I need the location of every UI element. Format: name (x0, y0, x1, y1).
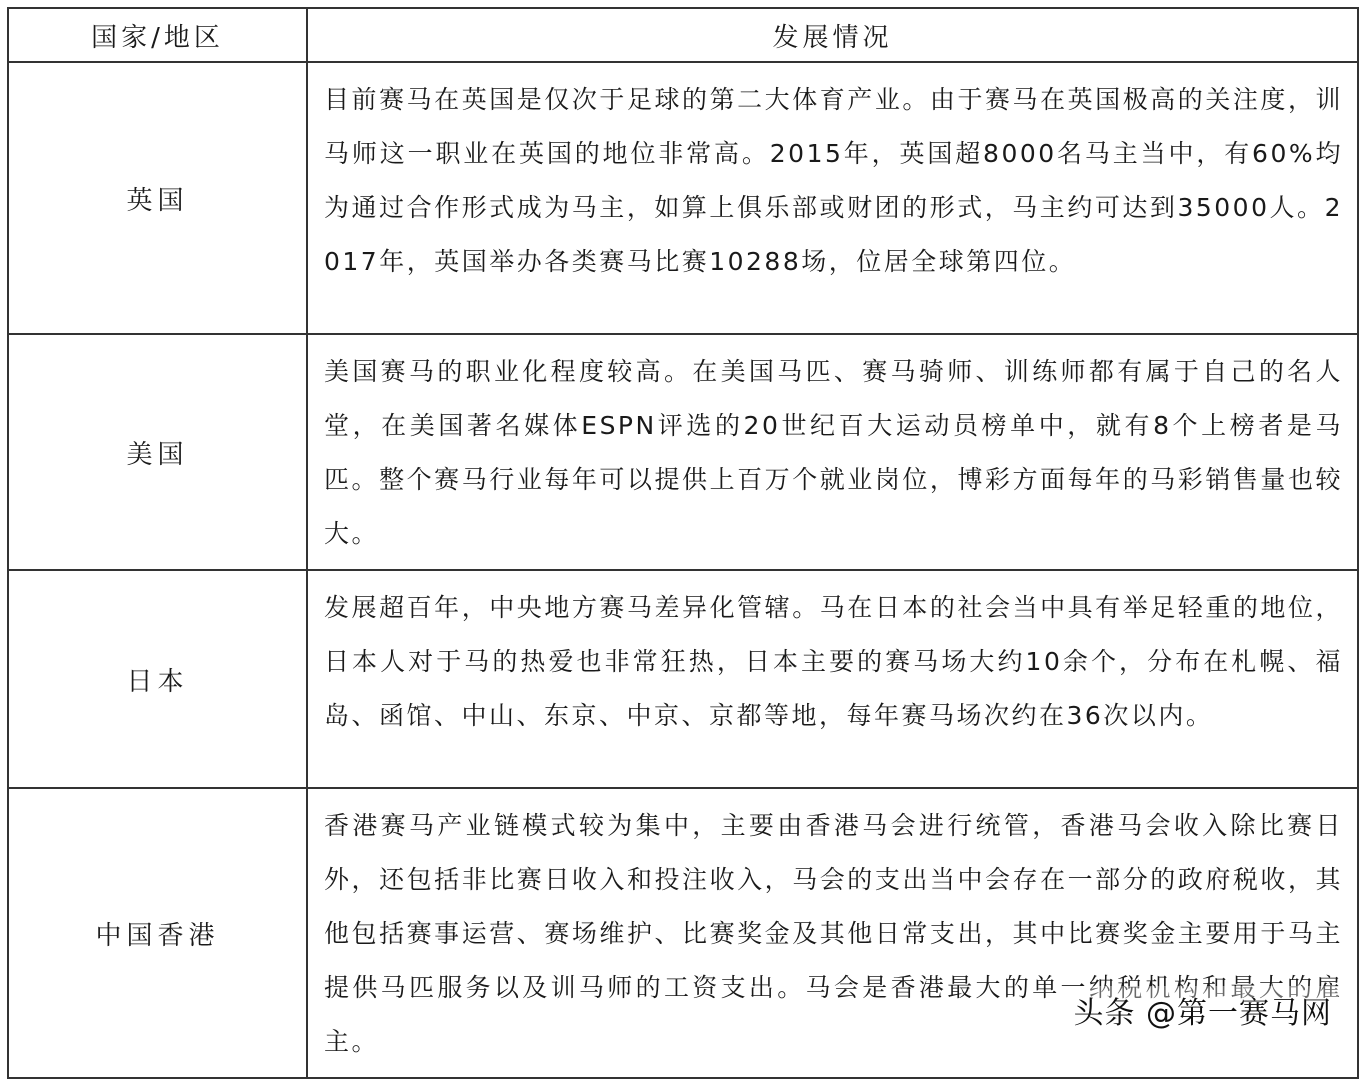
table-row (8, 570, 1358, 788)
development-table (7, 7, 1359, 1079)
table-header-row (8, 8, 1358, 62)
region-cell: 日本 (8, 570, 307, 788)
region-cell: 美国 (8, 334, 307, 570)
description-cell: 香港赛马产业链模式较为集中，主要由香港马会进行统管，香港马会收入除比赛日外，还包括非比赛日收入和投注收入，马会的支出当中会存在一部分的政府税收，其他包括赛事运营、赛场维护、比赛奖金及其他日常支出，其中比赛奖金主要用于马主提供马匹服务以及训马师的工资支出。马会是香港最大的单一纳税机构和最大的雇主。 (307, 788, 1358, 1078)
description-cell: 发展超百年，中央地方赛马差异化管辖。马在日本的社会当中具有举足轻重的地位，日本人对于马的热爱也非常狂热，日本主要的赛马场大约10余个，分布在札幌、福岛、函馆、中山、东京、中京、京都等地，每年赛马场次约在36次以内。 (307, 570, 1358, 788)
region-cell: 中国香港 (8, 788, 307, 1078)
header-development: 发展情况 (307, 8, 1358, 62)
watermark: 头条 @第一赛马网 (1067, 986, 1338, 1034)
development-table-container (7, 7, 1357, 1079)
table-row (8, 788, 1358, 1078)
description-cell: 目前赛马在英国是仅次于足球的第二大体育产业。由于赛马在英国极高的关注度，训马师这一职业在英国的地位非常高。2015年，英国超8000名马主当中，有60%均为通过合作形式成为马主，如算上俱乐部或财团的形式，马主约可达到35000人。2017年，英国举办各类赛马比赛10288场，位居全球第四位。 (307, 62, 1358, 334)
region-cell: 英国 (8, 62, 307, 334)
description-cell: 美国赛马的职业化程度较高。在美国马匹、赛马骑师、训练师都有属于自己的名人堂，在美国著名媒体ESPN评选的20世纪百大运动员榜单中，就有8个上榜者是马匹。整个赛马行业每年可以提供上百万个就业岗位，博彩方面每年的马彩销售量也较大。 (307, 334, 1358, 570)
table-row (8, 334, 1358, 570)
header-region: 国家/地区 (8, 8, 307, 62)
table-row (8, 62, 1358, 334)
